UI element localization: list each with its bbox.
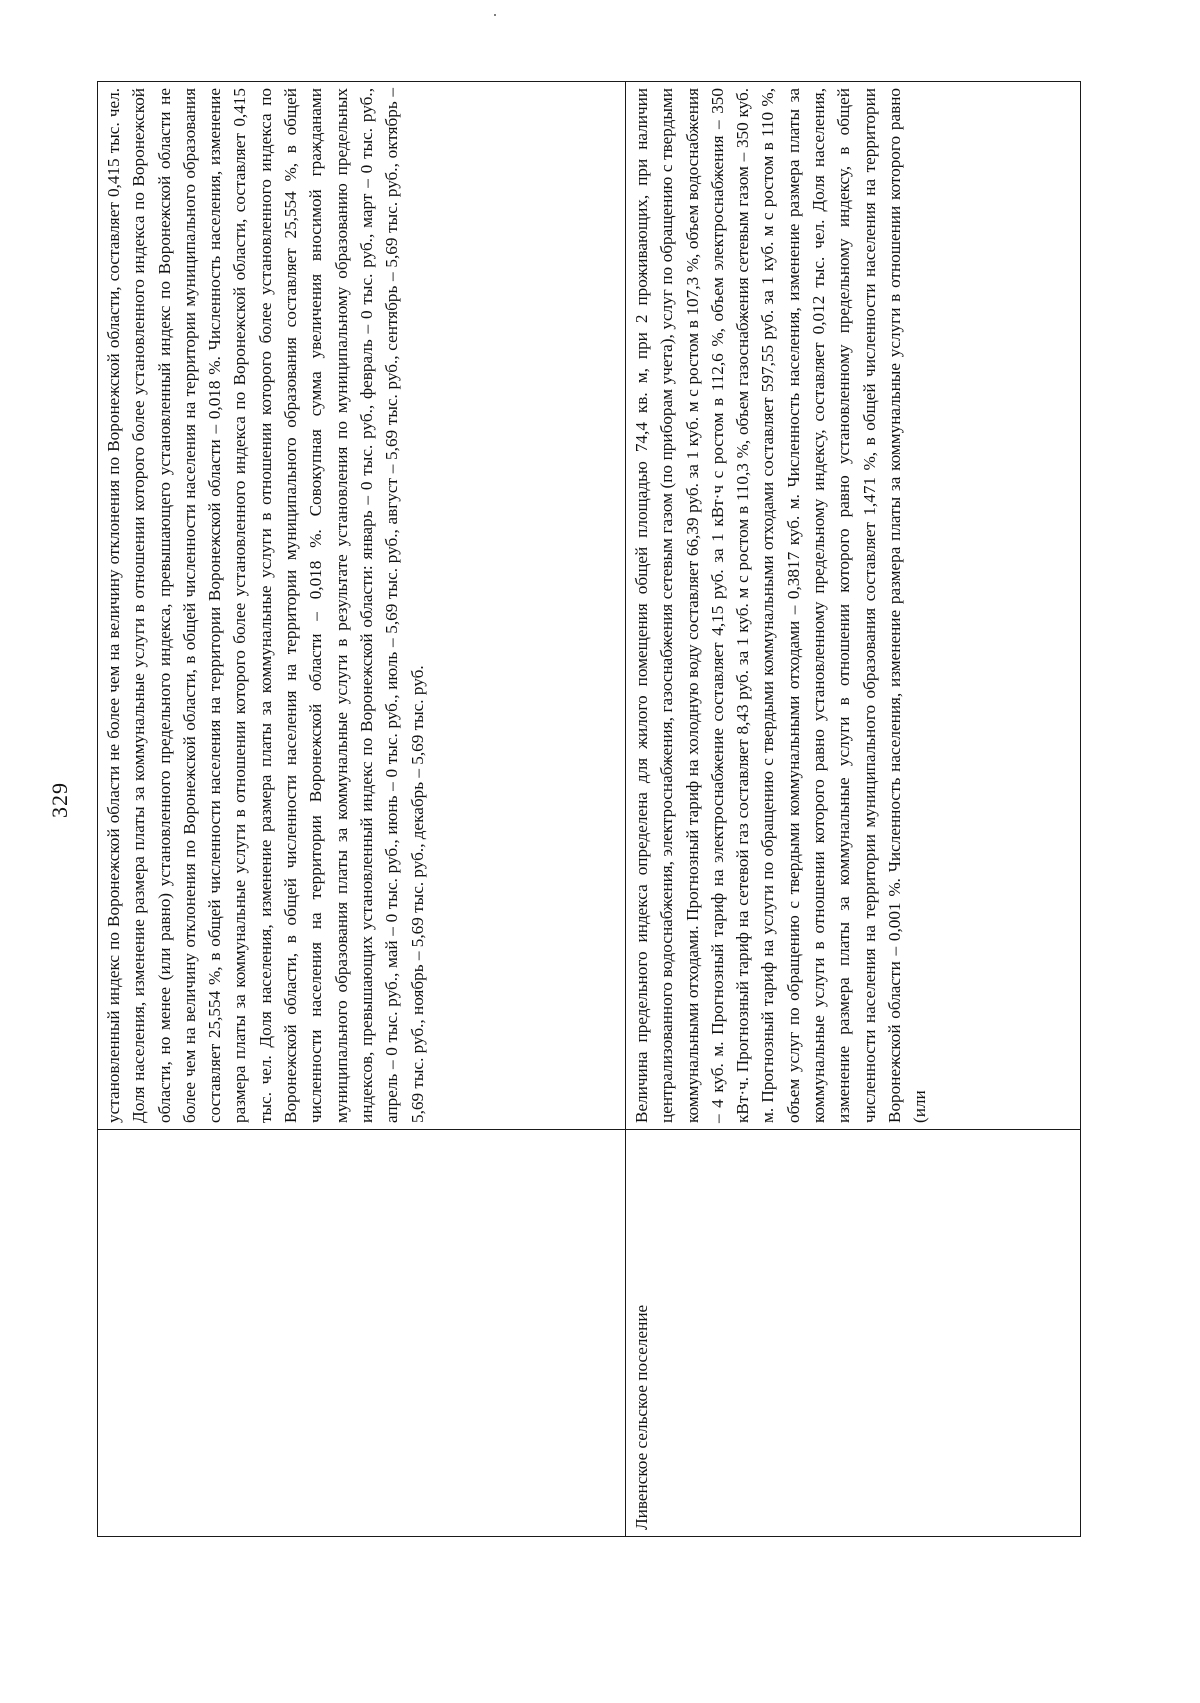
table-row <box>98 82 626 1537</box>
scan-speck <box>494 14 496 16</box>
table-row <box>626 82 1081 1537</box>
tariff-table <box>97 81 1081 1537</box>
settlement-name-cell: Ливенское сельское поселение <box>626 1130 1081 1537</box>
rotated-table-sheet <box>97 82 1080 1537</box>
settlement-name-cell <box>98 1130 626 1537</box>
index-description-cell: установленный индекс по Воронежской области не более чем на величину отклонения по Воронежской области, составляет 0,415 тыс. чел. Доля населения, изменение размера платы за коммунальные услуги в отношении которого более установленного индекса по Воронежской области, но менее (или равно) установленного предельного индекса, превышающего установленный индекс по Воронежской области не более чем на величину отклонения по Воронежской области, в общей численности населения на территории муниципального образования составляет 25,554 %, в общей численности населения на территории Воронежской области – 0,018 %. Численность населения, изменение размера платы за коммунальные услуги в отношении которого более установленного индекса по Воронежской области, составляет 0,415 тыс. чел. Доля населения, изменение размера платы за коммунальные услуги в отношении которого более установленного индекса по Воронежской области, в общей численности населения на территории муниципального образования составляет 25,554 %, в общей численности населения на территории Воронежской области – 0,018 %. Совокупная сумма увеличения вносимой гражданами муниципального образования платы за коммунальные услуги в результате установления по муниципальному образованию предельных индексов, превышающих установленный индекс по Воронежской области: январь – 0 тыс. руб., февраль – 0 тыс. руб., март – 0 тыс. руб., апрель – 0 тыс. руб., май – 0 тыс. руб., июнь – 0 тыс. руб., июль – 5,69 тыс. руб., август – 5,69 тыс. руб., сентябрь – 5,69 тыс. руб., октябрь – 5,69 тыс. руб., ноябрь – 5,69 тыс. руб., декабрь – 5,69 тыс. руб. <box>98 82 626 1130</box>
index-description-cell: Величина предельного индекса определена для жилого помещения общей площадью 74,4 кв. м, при 2 проживающих, при наличии централизованного водоснабжения, электроснабжения, газоснабжения сетевым газом (по приборам учета), услуг по обращению с твердыми коммунальными отходами. Прогнозный тариф на холодную воду составляет 66,39 руб. за 1 куб. м с ростом в 107,3 %, объем водоснабжения – 4 куб. м. Прогнозный тариф на электроснабжение составляет 4,15 руб. за 1 кВт·ч с ростом в 112,6 %, объем электроснабжения – 350 кВт·ч. Прогнозный тариф на сетевой газ составляет 8,43 руб. за 1 куб. м с ростом в 110,3 %, объем газоснабжения сетевым газом – 350 куб. м. Прогнозный тариф на услуги по обращению с твердыми коммунальными отходами составляет 597,55 руб. за 1 куб. м с ростом в 110 %, объем услуг по обращению с твердыми коммунальными отходами – 0,3817 куб. м. Численность населения, изменение размера платы за коммунальные услуги в отношении которого равно установленному предельному индексу, составляет 0,012 тыс. чел. Доля населения, изменение размера платы за коммунальные услуги в отношении которого равно установленному предельному индексу, в общей численности населения на территории муниципального образования составляет 1,471 %, в общей численности населения на территории Воронежской области – 0,001 %. Численность населения, изменение размера платы за коммунальные услуги в отношении которого равно (или <box>626 82 1081 1130</box>
page-number: 329 <box>47 782 72 818</box>
